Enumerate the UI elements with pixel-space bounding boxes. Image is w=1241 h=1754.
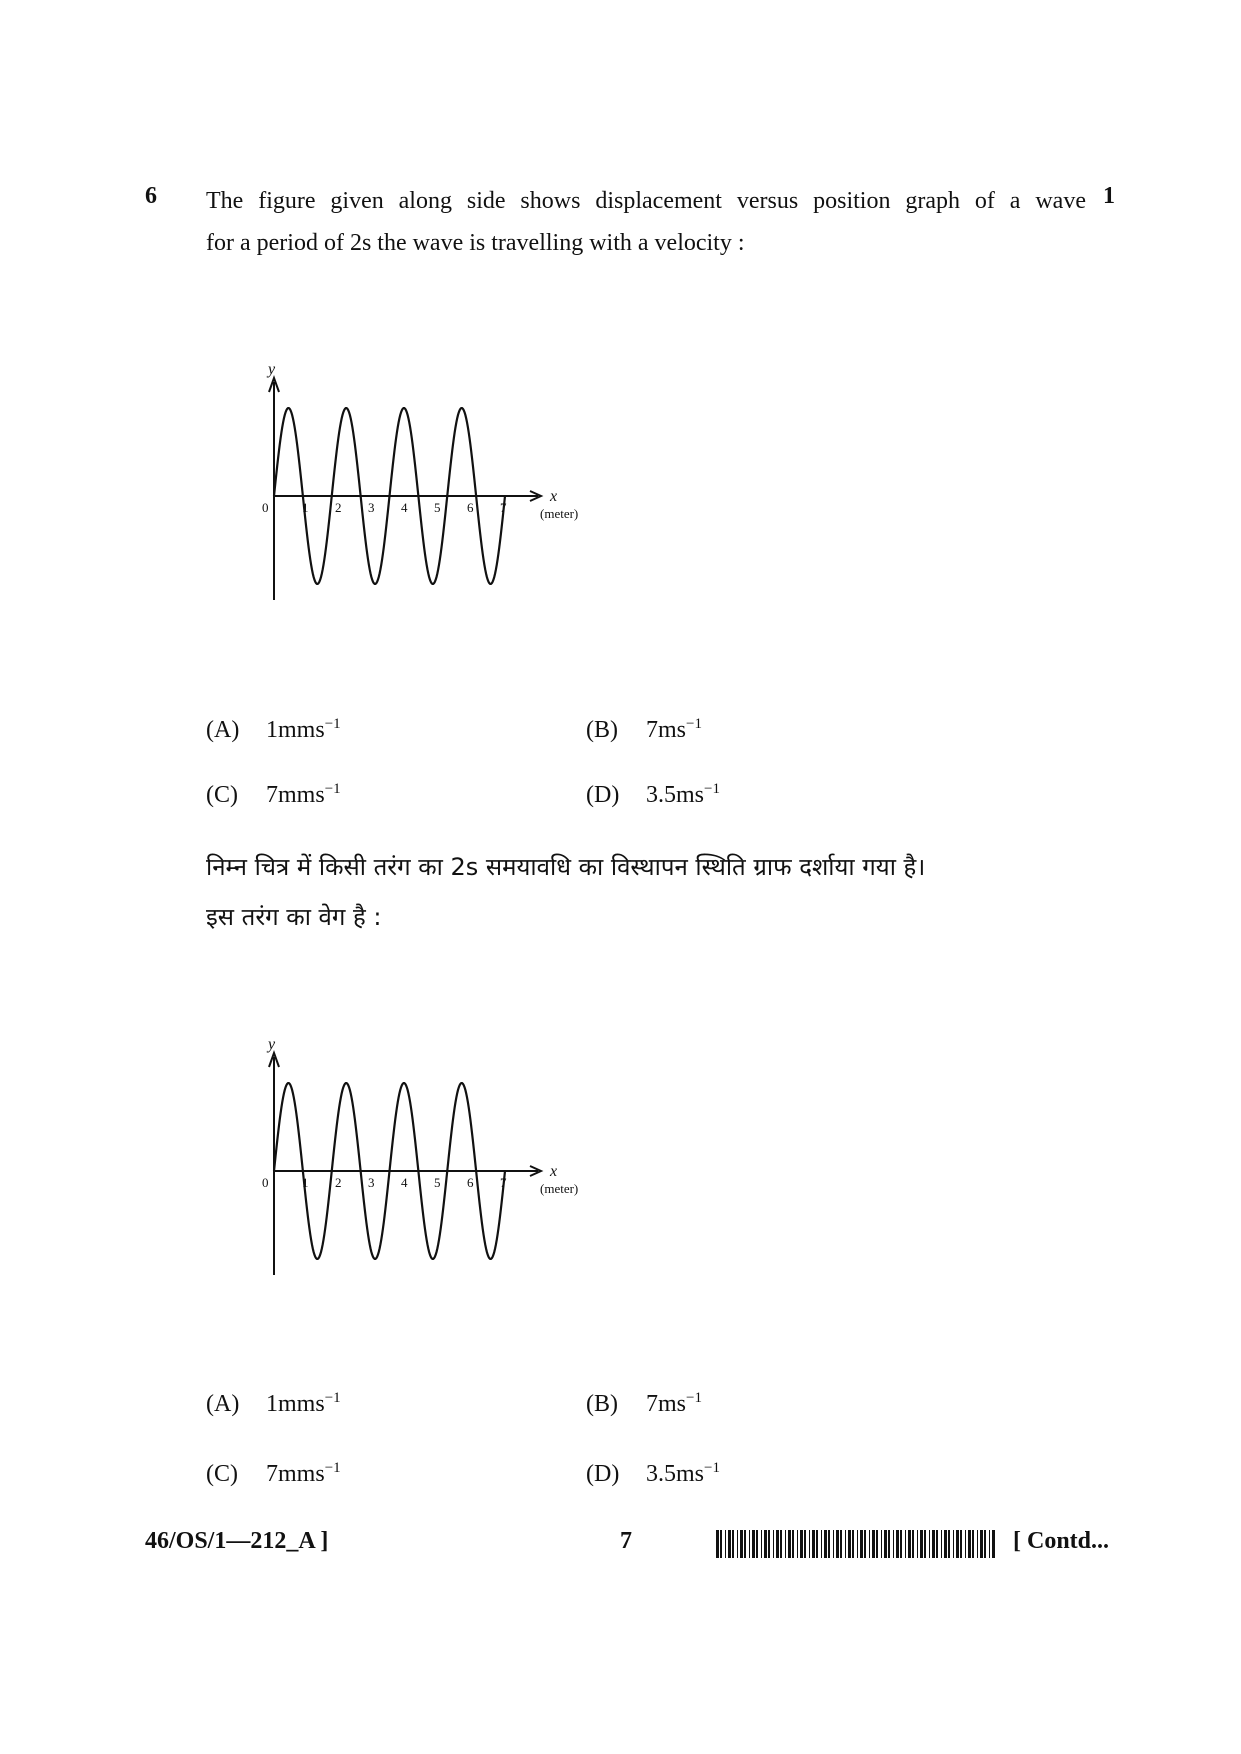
option-value: 7ms bbox=[646, 717, 687, 743]
x-tick-label: 7 bbox=[500, 1175, 507, 1190]
barcode-bar bbox=[860, 1530, 863, 1558]
question-text-line2: for a period of 2s the wave is travelling with a velocity : bbox=[206, 230, 745, 256]
option-exponent: −1 bbox=[704, 781, 720, 797]
hindi-text-line2: इस तरंग का वेग है : bbox=[206, 903, 382, 931]
wave-graph-english bbox=[258, 360, 598, 610]
barcode-bar bbox=[824, 1530, 827, 1558]
option-c-hindi bbox=[206, 1460, 341, 1488]
barcode-bar bbox=[740, 1530, 743, 1558]
barcode-bar bbox=[816, 1530, 818, 1558]
option-b-english bbox=[586, 716, 702, 744]
barcode-bar bbox=[797, 1530, 798, 1558]
barcode-bar bbox=[905, 1530, 906, 1558]
option-label: (C) bbox=[206, 782, 238, 808]
barcode-bar bbox=[852, 1530, 854, 1558]
question-text-line1: The figure given along side shows displacement versus position graph of a wave bbox=[206, 188, 1086, 214]
barcode-bar bbox=[788, 1530, 791, 1558]
barcode-bar bbox=[864, 1530, 866, 1558]
barcode-bar bbox=[821, 1530, 822, 1558]
barcode-bar bbox=[792, 1530, 794, 1558]
barcode-bar bbox=[872, 1530, 875, 1558]
barcode-bar bbox=[965, 1530, 966, 1558]
option-exponent: −1 bbox=[704, 1460, 720, 1476]
option-label: (C) bbox=[206, 1461, 238, 1487]
wave-graph-body bbox=[262, 1036, 578, 1275]
x-axis-unit: (meter) bbox=[540, 1181, 579, 1196]
option-exponent: −1 bbox=[324, 1390, 341, 1406]
x-axis-unit: (meter) bbox=[540, 506, 579, 521]
question-marks: 1 bbox=[1103, 183, 1115, 209]
option-a-hindi bbox=[206, 1390, 341, 1418]
option-label: (D) bbox=[586, 1461, 620, 1487]
barcode-bar bbox=[845, 1530, 846, 1558]
barcode-bar bbox=[924, 1530, 926, 1558]
barcode-bar bbox=[977, 1530, 978, 1558]
barcode-bar bbox=[944, 1530, 947, 1558]
barcode-bar bbox=[764, 1530, 767, 1558]
barcode-bar bbox=[833, 1530, 834, 1558]
option-d-hindi bbox=[586, 1460, 720, 1488]
barcode-bar bbox=[881, 1530, 882, 1558]
barcode-bar bbox=[756, 1530, 758, 1558]
x-tick-label: 7 bbox=[500, 500, 507, 515]
option-exponent: −1 bbox=[324, 716, 341, 732]
barcode-bar bbox=[936, 1530, 938, 1558]
barcode-bar bbox=[896, 1530, 899, 1558]
page-number: 7 bbox=[620, 1528, 632, 1554]
barcode-bar bbox=[956, 1530, 959, 1558]
option-b-hindi bbox=[586, 1390, 702, 1418]
x-tick-label: 5 bbox=[434, 1175, 441, 1190]
barcode-bar bbox=[728, 1530, 731, 1558]
continued-label: [ Contd... bbox=[1013, 1528, 1110, 1554]
option-value: 7mms bbox=[266, 782, 325, 808]
option-label: (A) bbox=[206, 1391, 240, 1417]
barcode-bar bbox=[968, 1530, 971, 1558]
barcode-bar bbox=[857, 1530, 858, 1558]
option-value: 1mms bbox=[266, 1391, 325, 1417]
x-axis-label: x bbox=[550, 488, 558, 505]
option-label: (B) bbox=[586, 1391, 618, 1417]
question-text-english bbox=[206, 180, 1106, 264]
barcode-bar bbox=[984, 1530, 986, 1558]
barcode-bar bbox=[992, 1530, 995, 1558]
option-exponent: −1 bbox=[324, 781, 341, 797]
barcode-bar bbox=[876, 1530, 878, 1558]
wave-graph-body bbox=[262, 361, 578, 600]
option-label: (D) bbox=[586, 782, 620, 808]
x-tick-label: 6 bbox=[467, 1175, 474, 1190]
barcode-bar bbox=[908, 1530, 911, 1558]
barcode-bar bbox=[800, 1530, 803, 1558]
barcode-bar bbox=[804, 1530, 806, 1558]
x-tick-label: 3 bbox=[368, 1175, 375, 1190]
barcode-bar bbox=[953, 1530, 954, 1558]
option-c-english bbox=[206, 781, 341, 809]
option-value: 3.5ms bbox=[646, 1461, 705, 1487]
x-tick-label: 1 bbox=[302, 1175, 309, 1190]
barcode-bar bbox=[989, 1530, 990, 1558]
x-tick-label: 6 bbox=[467, 500, 474, 515]
barcode-bar bbox=[737, 1530, 738, 1558]
paper-code: 46/OS/1—212_A ] bbox=[145, 1528, 329, 1554]
option-value: 7ms bbox=[646, 1391, 687, 1417]
option-value: 7mms bbox=[266, 1461, 325, 1487]
option-value: 1mms bbox=[266, 717, 325, 743]
barcode bbox=[716, 1530, 996, 1558]
barcode-bar bbox=[980, 1530, 983, 1558]
barcode-bar bbox=[716, 1530, 719, 1558]
barcode-bar bbox=[932, 1530, 935, 1558]
question-number: 6 bbox=[145, 183, 157, 209]
barcode-bar bbox=[744, 1530, 746, 1558]
barcode-bar bbox=[761, 1530, 762, 1558]
barcode-bar bbox=[752, 1530, 755, 1558]
barcode-bar bbox=[773, 1530, 774, 1558]
x-tick-label: 1 bbox=[302, 500, 309, 515]
x-tick-label: 0 bbox=[262, 1175, 269, 1190]
barcode-bar bbox=[869, 1530, 870, 1558]
option-exponent: −1 bbox=[686, 1390, 702, 1406]
barcode-bar bbox=[917, 1530, 918, 1558]
option-value: 3.5ms bbox=[646, 782, 705, 808]
option-label: (B) bbox=[586, 717, 618, 743]
barcode-bar bbox=[840, 1530, 842, 1558]
barcode-bar bbox=[929, 1530, 930, 1558]
option-exponent: −1 bbox=[686, 716, 702, 732]
x-tick-label: 5 bbox=[434, 500, 441, 515]
barcode-bar bbox=[785, 1530, 786, 1558]
y-axis-label: y bbox=[268, 361, 276, 378]
option-a-english bbox=[206, 716, 341, 744]
barcode-bar bbox=[776, 1530, 779, 1558]
x-tick-label: 3 bbox=[368, 500, 375, 515]
x-tick-label: 4 bbox=[401, 500, 408, 515]
y-axis-label: y bbox=[268, 1036, 276, 1053]
barcode-bar bbox=[836, 1530, 839, 1558]
option-exponent: −1 bbox=[324, 1460, 341, 1476]
barcode-bar bbox=[888, 1530, 890, 1558]
barcode-bar bbox=[920, 1530, 923, 1558]
barcode-bar bbox=[972, 1530, 974, 1558]
barcode-bar bbox=[768, 1530, 770, 1558]
barcode-bar bbox=[812, 1530, 815, 1558]
option-d-english bbox=[586, 781, 720, 809]
hindi-text-line1: निम्न चित्र में किसी तरंग का 2s समयावधि का विस्थापन स्थिति ग्राफ दर्शाया गया है। bbox=[206, 853, 926, 881]
barcode-bar bbox=[948, 1530, 950, 1558]
x-tick-label: 2 bbox=[335, 500, 342, 515]
barcode-bar bbox=[912, 1530, 914, 1558]
question-text-hindi bbox=[206, 842, 1086, 942]
x-tick-label: 2 bbox=[335, 1175, 342, 1190]
barcode-bar bbox=[725, 1530, 726, 1558]
barcode-bar bbox=[828, 1530, 830, 1558]
x-tick-label: 4 bbox=[401, 1175, 408, 1190]
x-tick-label: 0 bbox=[262, 500, 269, 515]
barcode-bar bbox=[884, 1530, 887, 1558]
wave-graph-hindi bbox=[258, 1035, 598, 1285]
barcode-bar bbox=[900, 1530, 902, 1558]
x-axis-label: x bbox=[550, 1163, 558, 1180]
barcode-bar bbox=[809, 1530, 810, 1558]
barcode-bar bbox=[749, 1530, 750, 1558]
barcode-bar bbox=[941, 1530, 942, 1558]
barcode-bar bbox=[848, 1530, 851, 1558]
option-label: (A) bbox=[206, 717, 240, 743]
barcode-bar bbox=[960, 1530, 962, 1558]
barcode-bar bbox=[732, 1530, 734, 1558]
barcode-bar bbox=[720, 1530, 722, 1558]
barcode-bar bbox=[893, 1530, 894, 1558]
barcode-bar bbox=[780, 1530, 782, 1558]
